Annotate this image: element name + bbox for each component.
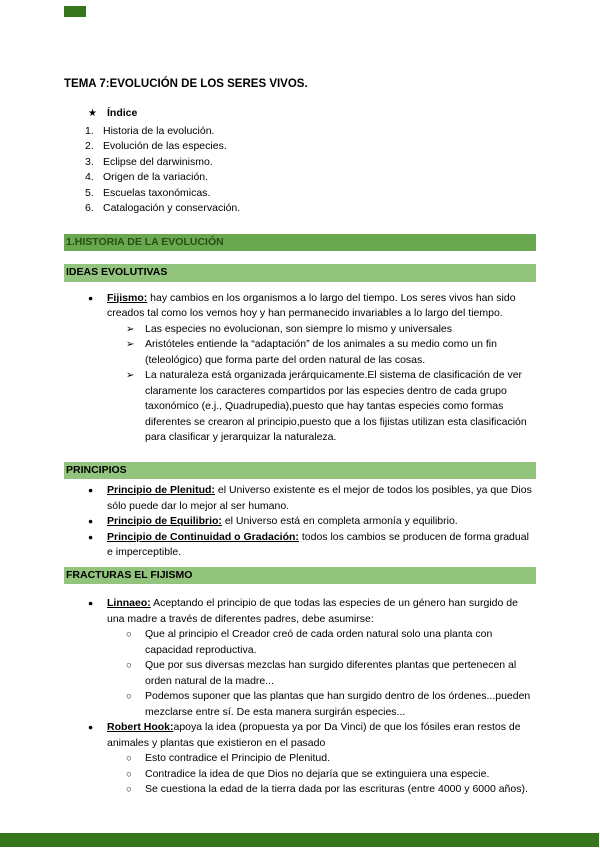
term-label: Principio de Continuidad o Gradación:: [107, 530, 299, 543]
list-subitem-text: Podemos suponer que las plantas que han surgido dentro de los órdenes...pueden mezclarse entre sí. De esta manera surgirán especies...: [145, 690, 531, 718]
list-subitem-text: Aristóteles entiende la “adaptación” de los animales a su medio como un fin (teleológico) que forma parte del orden natural de las cosas.: [145, 338, 497, 366]
list-item-linnaeo: [88, 596, 536, 627]
list-subitem: [126, 689, 536, 720]
body-text: todos los cambios se producen de forma gradual e imperceptible.: [107, 530, 529, 558]
bullet-circle-icon: ○: [126, 629, 132, 640]
document-title: TEMA 7:EVOLUCIÓN DE LOS SERES VIVOS.: [64, 78, 308, 90]
index-heading: [88, 106, 536, 122]
bullet-circle-icon: ○: [126, 784, 132, 795]
index-item-text: Origen de la variación.: [103, 171, 209, 183]
list-item-equilibrio: [88, 514, 536, 530]
bullet-dot-icon: ●: [88, 485, 94, 495]
term-label: Linnaeo:: [107, 597, 151, 609]
index-item-number: 4.: [85, 171, 94, 183]
list-subitem: [126, 767, 536, 783]
index-item-number: 5.: [85, 186, 94, 199]
bullet-circle-icon: ○: [126, 753, 132, 764]
list-subitem-text: Se cuestiona la edad de la tierra dada por las escrituras (entre 4000 y 6000 años).: [145, 783, 528, 795]
bullet-dot-icon: ●: [88, 598, 94, 608]
page-corner-block: [64, 6, 86, 17]
body-text: hay cambios en los organismos a lo largo del tiempo. Los seres vivos han sido creados tal como los vemos hoy y han permanecido invariables a lo largo del tiempo.: [107, 291, 516, 319]
section-heading-ideas-evolutivas: IDEAS EVOLUTIVAS: [64, 264, 536, 282]
index-item: [85, 155, 536, 171]
term-label: Principio de Plenitud:: [107, 484, 215, 496]
bullet-dot-icon: ●: [88, 722, 94, 732]
star-icon: ★: [88, 108, 97, 119]
list-subitem-text: Que al principio el Creador creó de cada orden natural solo una planta con capacidad reproductiva.: [145, 628, 493, 656]
term-label: Robert Hook:: [107, 721, 174, 733]
list-subitem-text: Contradice la idea de que Dios no dejaría que se extinguiera una especie.: [145, 767, 490, 780]
index-item: [85, 170, 536, 186]
bullet-dot-icon: ●: [88, 531, 94, 542]
index-list: [64, 124, 536, 217]
list-subitem: [126, 782, 536, 798]
list-item-continuidad: [88, 530, 536, 561]
body-text: el Universo está en completa armonía y equilibrio.: [221, 515, 458, 527]
index-item-number: 2.: [85, 140, 94, 152]
list-subitem: [126, 368, 536, 446]
list-item-text: [107, 514, 458, 530]
index-item-text: Eclipse del darwinismo.: [103, 155, 213, 168]
section-heading-fracturas: FRACTURAS EL FIJISMO: [64, 567, 536, 585]
list-item-text: [107, 530, 536, 561]
index-item-number: 1.: [85, 124, 94, 137]
list-subitem: [126, 627, 536, 658]
list-subitem-text: Esto contradice el Principio de Plenitud.: [145, 752, 331, 764]
bullet-dot-icon: ●: [88, 292, 94, 303]
body-text: el Universo existente es el mejor de todos los posibles, ya que Dios sólo puede dar lo mejor al ser humano.: [107, 484, 532, 512]
list-item-text: [107, 291, 536, 322]
index-item-text: Catalogación y conservación.: [103, 202, 241, 214]
bullet-arrow-icon: ➢: [126, 323, 135, 335]
bullet-arrow-icon: ➢: [126, 339, 135, 350]
index-item-number: 3.: [85, 155, 94, 168]
index-item: [85, 124, 536, 140]
term-label: Principio de Equilibrio:: [107, 515, 222, 527]
next-section-bar: [0, 833, 599, 847]
bullet-circle-icon: ○: [126, 691, 132, 702]
index-item: [85, 186, 536, 202]
body-text: Aceptando el principio de que todas las especies de un género han surgido de una madre a través de diferentes padres, debe asumirse:: [107, 597, 518, 625]
bullet-circle-icon: ○: [126, 768, 132, 780]
list-item-text: [107, 596, 536, 627]
list-subitem: [126, 751, 536, 767]
index-item: [85, 139, 536, 155]
index-item: [85, 201, 536, 217]
index-item-text: Escuelas taxonómicas.: [103, 186, 211, 199]
list-item-text: [107, 720, 536, 751]
list-item-robert-hook: [88, 720, 536, 751]
list-item-fijismo: [88, 291, 536, 322]
bullet-arrow-icon: ➢: [126, 370, 135, 381]
section-heading-historia: 1.HISTORIA DE LA EVOLUCIÓN: [64, 234, 536, 252]
list-subitem: [126, 337, 536, 368]
bullet-circle-icon: ○: [126, 660, 132, 671]
index-item-text: Historia de la evolución.: [103, 124, 215, 137]
list-subitem: [126, 658, 536, 689]
index-item-text: Evolución de las especies.: [103, 140, 227, 152]
section-heading-principios: PRINCIPIOS: [64, 462, 536, 480]
bullet-dot-icon: ●: [88, 516, 94, 526]
list-subitem: [126, 322, 536, 338]
list-item-text: [107, 483, 536, 514]
term-label: Fijismo:: [107, 291, 148, 304]
index-item-number: 6.: [85, 202, 94, 214]
list-subitem-text: La naturaleza está organizada jerárquicamente.El sistema de clasificación de ver claramente los caracteres compartidos por las especies dentro de cada grupo taxonómico (e.j., Quadrupedia),puesto que hay tantas especies como formas diferentes se crearon al principio,puesto que a los fijistas utilizan esta clasificación para clasificar y jerarquizar la naturaleza.: [145, 369, 527, 443]
body-text: apoya la idea (propuesta ya por Da Vinci) de que los fósiles eran restos de animales y plantas que existieron en el pasado: [107, 721, 521, 749]
index-label: Índice: [107, 107, 138, 119]
list-item-plenitud: [88, 483, 536, 514]
list-subitem-text: Que por sus diversas mezclas han surgido diferentes plantas que pertenecen al orden natural de la madre...: [145, 659, 517, 687]
list-subitem-text: Las especies no evolucionan, son siempre lo mismo y universales: [145, 322, 452, 335]
